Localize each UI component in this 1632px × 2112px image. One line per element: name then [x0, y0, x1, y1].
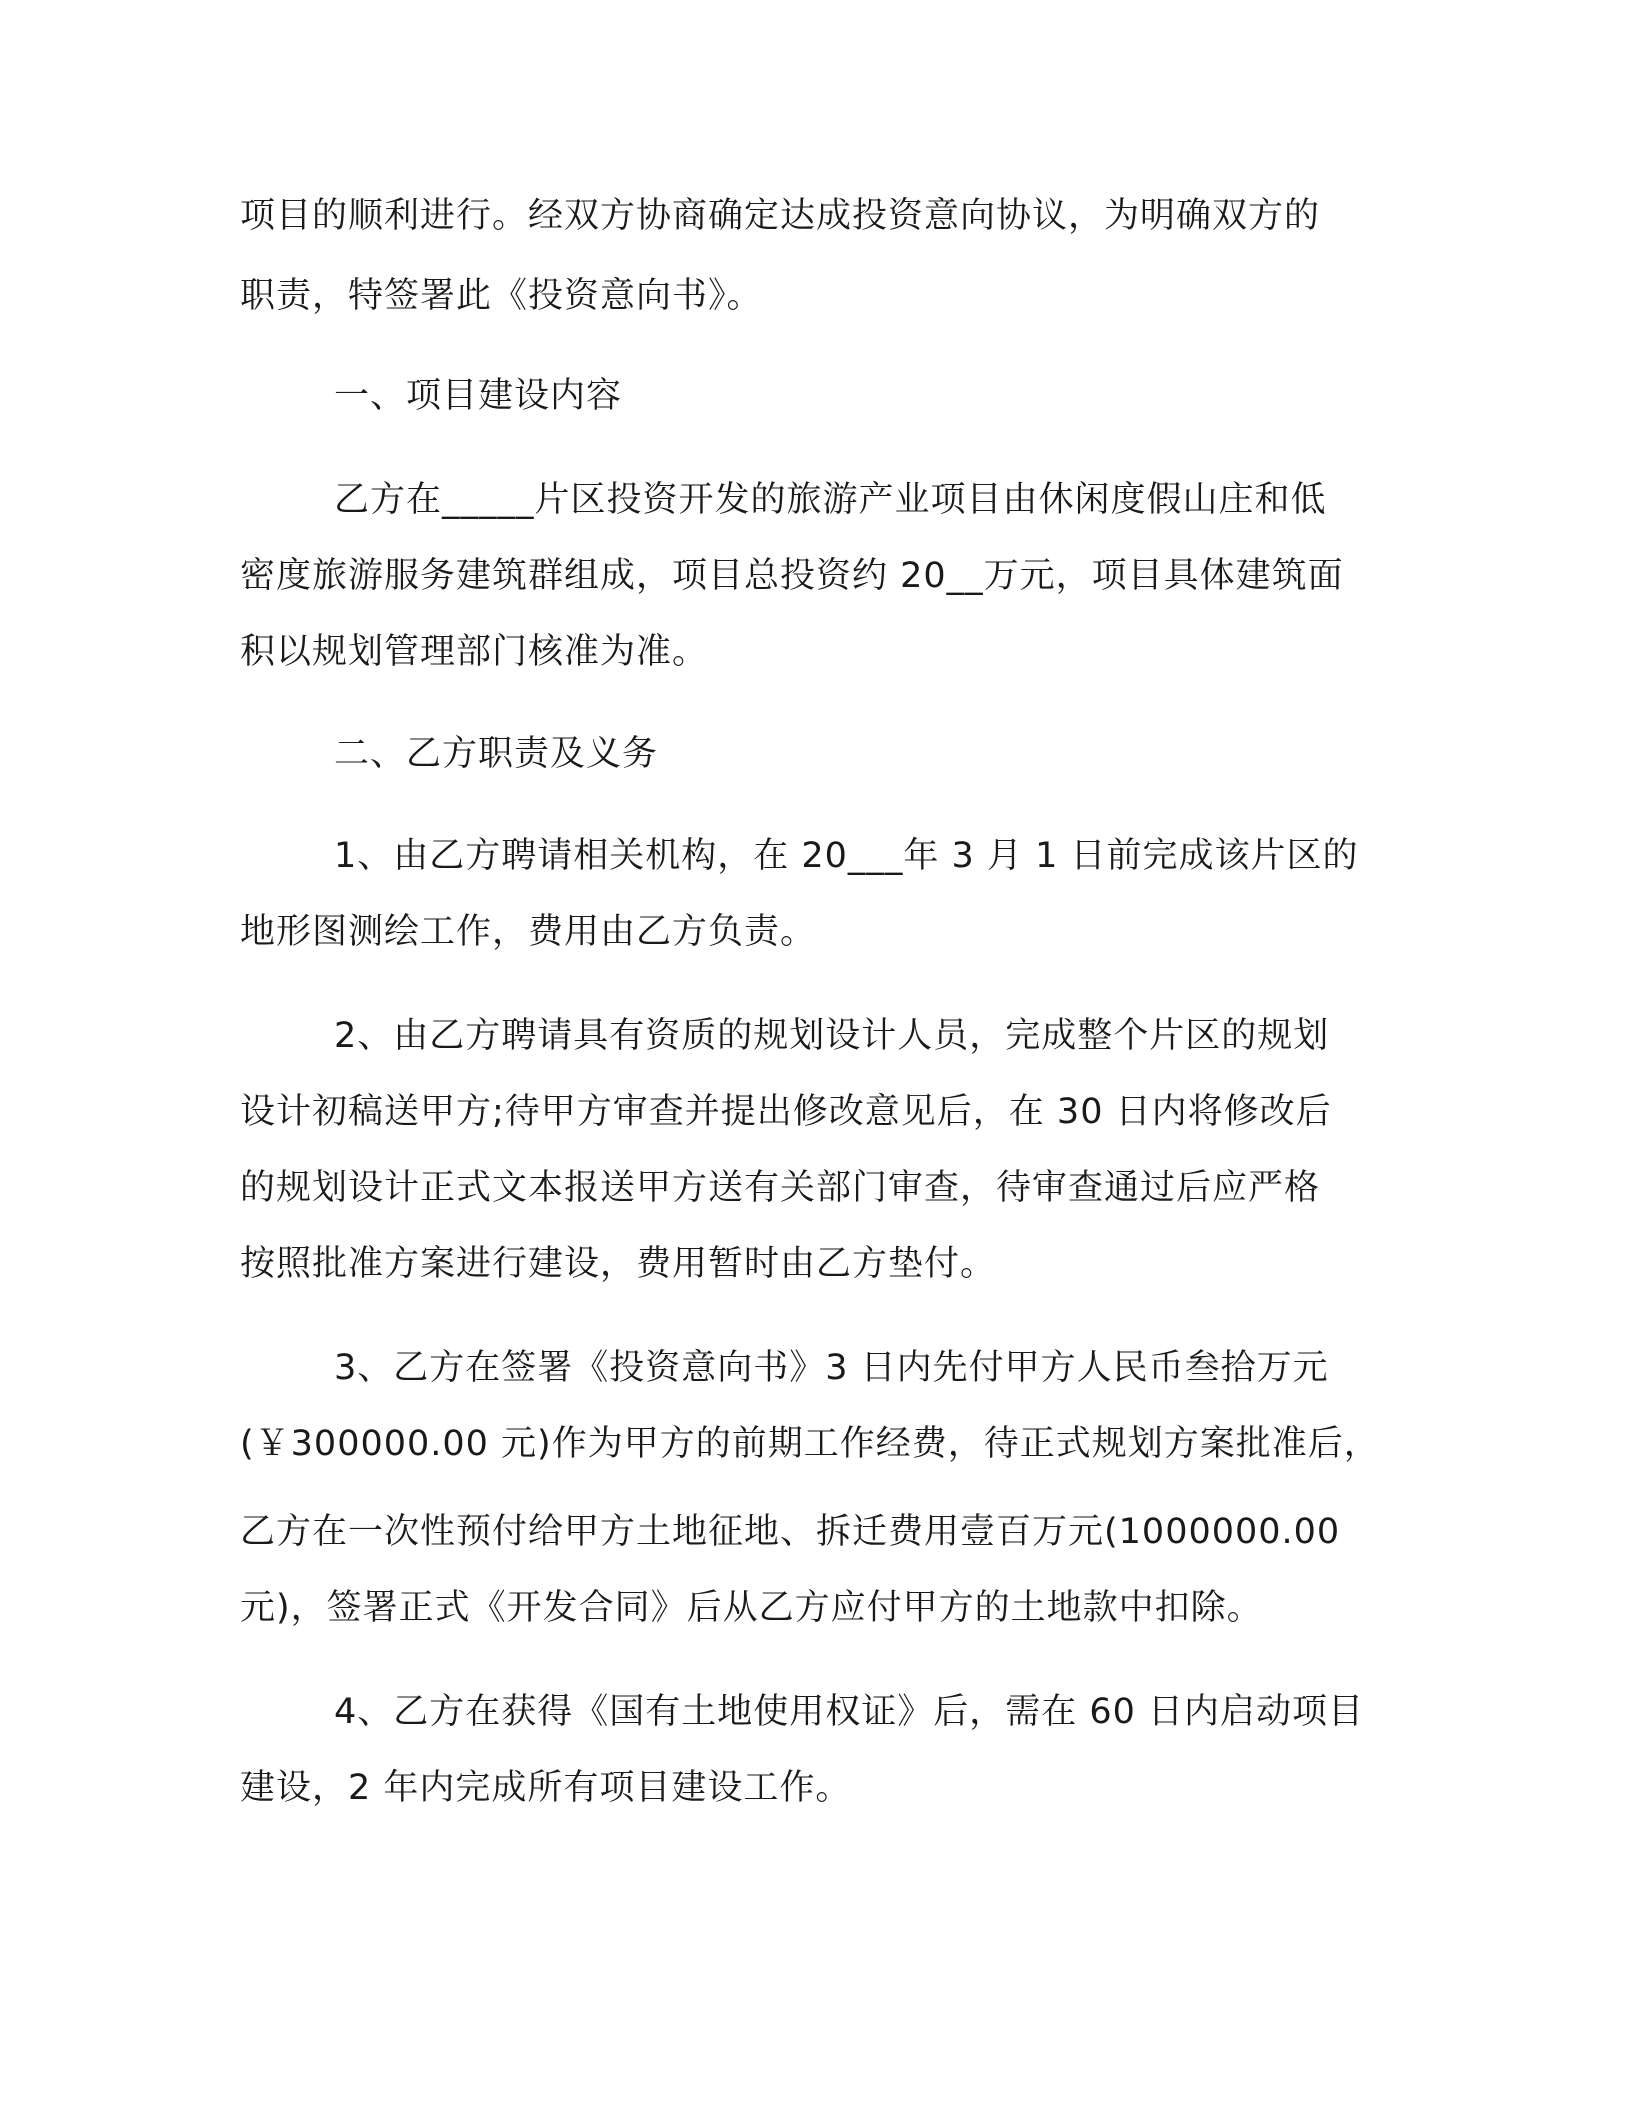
- section-1-line-2: 密度旅游服务建筑群组成，项目总投资约 20__万元，项目具体建筑面: [240, 556, 1344, 596]
- section-2-heading: 二、乙方职责及义务: [334, 734, 659, 774]
- item-2-line-2: 设计初稿送甲方;待甲方审查并提出修改意见后，在 30 日内将修改后: [240, 1092, 1332, 1132]
- item-2-line-4: 按照批准方案进行建设，费用暂时由乙方垫付。: [240, 1244, 997, 1284]
- item-1-line-2: 地形图测绘工作，费用由乙方负责。: [240, 912, 817, 952]
- intro-line-2: 职责，特签署此《投资意向书》。: [240, 276, 763, 316]
- section-1-line-3: 积以规划管理部门核准为准。: [240, 632, 709, 672]
- item-3-line-3: 乙方在一次性预付给甲方土地征地、拆迁费用壹百万元(1000000.00: [240, 1512, 1341, 1552]
- item-4-line-2: 建设，2 年内完成所有项目建设工作。: [240, 1768, 852, 1808]
- section-1-line-1: 乙方在_____片区投资开发的旅游产业项目由休闲度假山庄和低: [334, 480, 1327, 520]
- section-1-heading: 一、项目建设内容: [334, 376, 623, 416]
- item-3-line-2: (￥300000.00 元)作为甲方的前期工作经费，待正式规划方案批准后，: [240, 1424, 1380, 1464]
- item-3-line-1: 3、乙方在签署《投资意向书》3 日内先付甲方人民币叁拾万元: [334, 1348, 1329, 1388]
- item-1-line-1: 1、由乙方聘请相关机构，在 20___年 3 月 1 日前完成该片区的: [334, 836, 1359, 876]
- item-3-line-4: 元)，签署正式《开发合同》后从乙方应付甲方的土地款中扣除。: [240, 1588, 1263, 1628]
- intro-line-1: 项目的顺利进行。经双方协商确定达成投资意向协议，为明确双方的: [240, 196, 1321, 236]
- item-4-line-1: 4、乙方在获得《国有土地使用权证》后，需在 60 日内启动项目: [334, 1692, 1365, 1732]
- item-2-line-1: 2、由乙方聘请具有资质的规划设计人员，完成整个片区的规划: [334, 1016, 1330, 1056]
- item-2-line-3: 的规划设计正式文本报送甲方送有关部门审查，待审查通过后应严格: [240, 1168, 1321, 1208]
